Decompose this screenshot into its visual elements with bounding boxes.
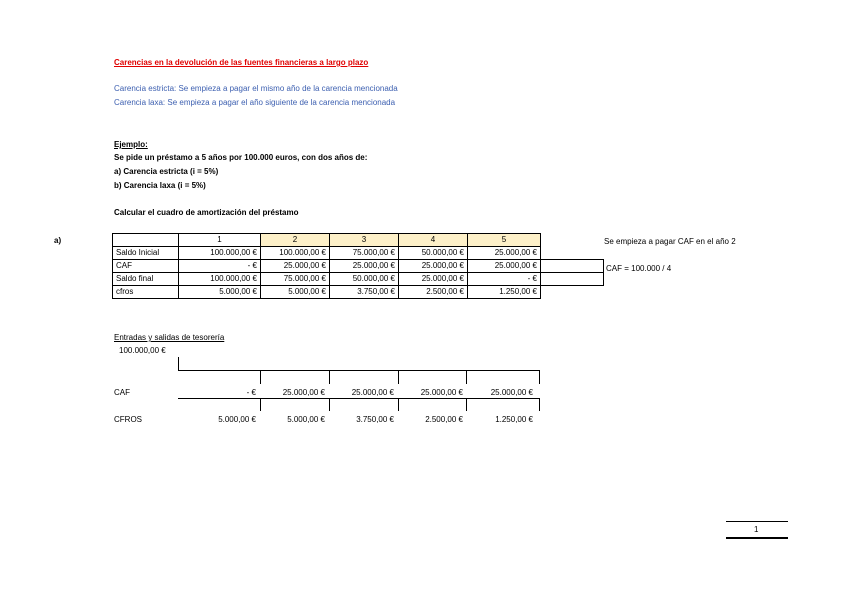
timeline-axis bbox=[178, 370, 540, 371]
amortization-table bbox=[112, 233, 604, 299]
caf-value: - € bbox=[246, 388, 256, 397]
table-cell: 2.500,00 € bbox=[399, 286, 468, 299]
table-row bbox=[113, 260, 604, 273]
timeline-tick bbox=[329, 398, 330, 411]
footer-rule-bottom bbox=[726, 537, 788, 539]
note-caf: CAF = 100.000 / 4 bbox=[606, 264, 672, 273]
year-header: 1 bbox=[179, 234, 261, 247]
timeline-tick bbox=[466, 370, 467, 384]
caf-value: 25.000,00 € bbox=[490, 388, 533, 397]
empty-cell bbox=[541, 260, 604, 273]
timeline-tick bbox=[466, 398, 467, 411]
cfros-value: 5.000,00 € bbox=[287, 415, 325, 424]
row-label: Saldo Inicial bbox=[113, 247, 179, 260]
timeline-tick bbox=[178, 357, 179, 370]
footer-rule-top bbox=[726, 521, 788, 522]
cashflow-heading: Entradas y salidas de tesorería bbox=[114, 333, 225, 342]
year-header: 5 bbox=[468, 234, 541, 247]
table-cell: - € bbox=[468, 273, 541, 286]
timeline-tick bbox=[539, 398, 540, 411]
timeline-axis bbox=[178, 398, 540, 399]
note-start: Se empieza a pagar CAF en el año 2 bbox=[604, 237, 736, 246]
year-header: 3 bbox=[330, 234, 399, 247]
table-cell: 25.000,00 € bbox=[468, 247, 541, 260]
cfros-value: 5.000,00 € bbox=[218, 415, 256, 424]
definition-strict: Carencia estricta: Se empieza a pagar el mismo año de la carencia mencionada bbox=[114, 84, 398, 93]
timeline-tick bbox=[398, 370, 399, 384]
table-cell: 25.000,00 € bbox=[468, 260, 541, 273]
timeline-tick bbox=[398, 398, 399, 411]
table-cell: 50.000,00 € bbox=[330, 273, 399, 286]
row-label: Saldo final bbox=[113, 273, 179, 286]
row-label: cfros bbox=[113, 286, 179, 299]
row-label: CAF bbox=[113, 260, 179, 273]
table-cell: 100.000,00 € bbox=[179, 247, 261, 260]
table-row bbox=[113, 247, 604, 260]
table-cell: 100.000,00 € bbox=[179, 273, 261, 286]
table-cell: 1.250,00 € bbox=[468, 286, 541, 299]
example-line: b) Carencia laxa (i = 5%) bbox=[114, 181, 206, 190]
table-cell: 100.000,00 € bbox=[261, 247, 330, 260]
cfros-value: 3.750,00 € bbox=[356, 415, 394, 424]
caf-value: 25.000,00 € bbox=[351, 388, 394, 397]
table-corner-cell bbox=[113, 234, 179, 247]
caf-label: CAF bbox=[114, 388, 130, 397]
table-cell: - € bbox=[179, 260, 261, 273]
caf-value: 25.000,00 € bbox=[282, 388, 325, 397]
table-cell: 5.000,00 € bbox=[261, 286, 330, 299]
timeline-tick bbox=[329, 370, 330, 384]
table-cell: 25.000,00 € bbox=[399, 260, 468, 273]
table-header-row bbox=[113, 234, 604, 247]
table-cell: 25.000,00 € bbox=[330, 260, 399, 273]
empty-cell bbox=[541, 273, 604, 286]
table-cell: 25.000,00 € bbox=[261, 260, 330, 273]
year-header: 4 bbox=[399, 234, 468, 247]
definition-lax: Carencia laxa: Se empieza a pagar el año siguiente de la carencia mencionada bbox=[114, 98, 396, 107]
table-cell: 25.000,00 € bbox=[399, 273, 468, 286]
example-line: Se pide un préstamo a 5 años por 100.000 euros, con dos años de: bbox=[114, 153, 368, 162]
cfros-value: 2.500,00 € bbox=[425, 415, 463, 424]
table-cell: 3.750,00 € bbox=[330, 286, 399, 299]
table-cell: 75.000,00 € bbox=[330, 247, 399, 260]
timeline-tick bbox=[260, 370, 261, 384]
example-instruction: Calcular el cuadro de amortización del préstamo bbox=[114, 208, 299, 217]
timeline-tick bbox=[539, 370, 540, 384]
table-cell: 5.000,00 € bbox=[179, 286, 261, 299]
page-title: Carencias en la devolución de las fuentes financieras a largo plazo bbox=[114, 58, 369, 67]
table-cell: 75.000,00 € bbox=[261, 273, 330, 286]
timeline-tick bbox=[260, 398, 261, 411]
table-row bbox=[113, 286, 604, 299]
table-row bbox=[113, 273, 604, 286]
example-line: a) Carencia estricta (i = 5%) bbox=[114, 167, 219, 176]
caf-value: 25.000,00 € bbox=[420, 388, 463, 397]
cfros-label: CFROS bbox=[114, 415, 142, 424]
table-cell: 50.000,00 € bbox=[399, 247, 468, 260]
cfros-value: 1.250,00 € bbox=[495, 415, 533, 424]
section-label: a) bbox=[54, 236, 62, 245]
cashflow-initial: 100.000,00 € bbox=[119, 346, 166, 355]
year-header: 2 bbox=[261, 234, 330, 247]
page-number: 1 bbox=[754, 525, 759, 534]
example-heading: Ejemplo: bbox=[114, 140, 148, 149]
